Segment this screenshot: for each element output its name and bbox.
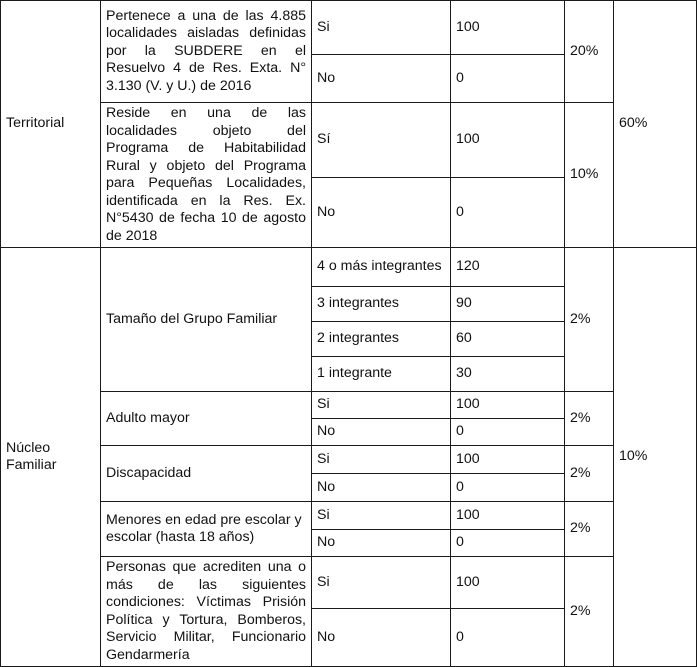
criterion-description: Tamaño del Grupo Familiar	[101, 248, 312, 392]
option-label: No	[312, 474, 451, 502]
option-score: 100	[451, 502, 565, 530]
option-label: No	[312, 609, 451, 667]
option-score: 120	[451, 248, 565, 287]
criterion-weight: 2%	[565, 392, 614, 446]
criterion-weight: 20%	[565, 1, 614, 103]
option-score: 0	[451, 609, 565, 667]
option-label: Si	[312, 557, 451, 609]
option-label: Si	[312, 446, 451, 474]
option-score: 100	[451, 392, 565, 419]
criterion-description: Adulto mayor	[101, 392, 312, 446]
option-score: 100	[451, 1, 565, 55]
option-label: Si	[312, 392, 451, 419]
criterion-weight: 2%	[565, 446, 614, 502]
option-label: 2 integrantes	[312, 322, 451, 357]
option-label: 3 integrantes	[312, 287, 451, 322]
option-label: No	[312, 419, 451, 446]
criterion-description: Pertenece a una de las 4.885 localidades aisladas definidas por la SUBDERE en el Resuelvo 4 de Res. Exta. N° 3.130 (V. y U.) de 2016	[101, 1, 312, 103]
option-score: 90	[451, 287, 565, 322]
criterion-weight: 10%	[565, 103, 614, 248]
option-score: 30	[451, 357, 565, 392]
option-score: 0	[451, 530, 565, 557]
option-score: 100	[451, 446, 565, 474]
option-score: 0	[451, 419, 565, 446]
option-label: 4 o más integrantes	[312, 248, 451, 287]
option-score: 100	[451, 557, 565, 609]
criterion-weight: 2%	[565, 502, 614, 557]
option-label: Si	[312, 502, 451, 530]
criterion-weight: 2%	[565, 248, 614, 392]
dimension-total-territorial: 60%	[614, 1, 697, 248]
dimension-label-nucleo: Núcleo Familiar	[1, 248, 101, 667]
option-label: 1 integrante	[312, 357, 451, 392]
option-label: Si	[312, 1, 451, 55]
option-score: 100	[451, 103, 565, 178]
option-score: 0	[451, 178, 565, 248]
criterion-description: Reside en una de las localidades objeto del Programa de Habitabilidad Rural y objeto del Programa para Pequeñas Localidades, identificada en la Res. Ex. N°5430 de fecha 10 de agosto de 2018	[101, 103, 312, 248]
option-score: 0	[451, 474, 565, 502]
criterion-description: Menores en edad pre escolar y escolar (hasta 18 años)	[101, 502, 312, 557]
dimension-label-territorial: Territorial	[1, 1, 101, 248]
option-label: No	[312, 55, 451, 103]
option-score: 0	[451, 55, 565, 103]
option-score: 60	[451, 322, 565, 357]
option-label: No	[312, 530, 451, 557]
criterion-description: Personas que acrediten una o más de las siguientes condiciones: Víctimas Prisión Política y Tortura, Bomberos, Servicio Militar, Funcionario Gendarmería	[101, 557, 312, 667]
option-label: Sí	[312, 103, 451, 178]
dimension-total-nucleo: 10%	[614, 248, 697, 667]
option-label: No	[312, 178, 451, 248]
criterion-description: Discapacidad	[101, 446, 312, 502]
criterion-weight: 2%	[565, 557, 614, 667]
